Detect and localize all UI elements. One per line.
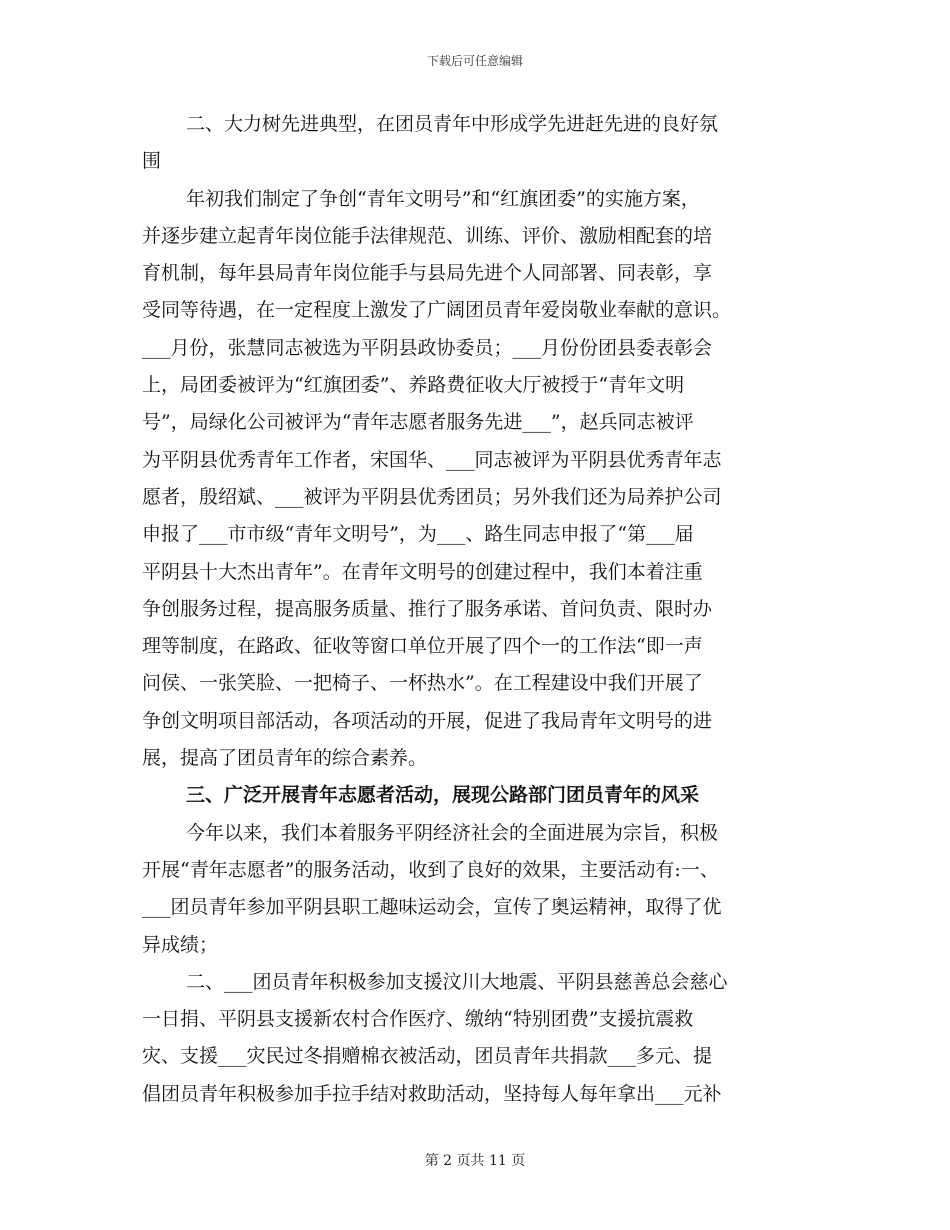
text-line: 育机制，每年县局青年岗位能手与县局先进个人同部署、同表彰，享 <box>142 262 713 285</box>
text-line: 围 <box>142 150 162 173</box>
text-line: 年初我们制定了争创“青年文明号”和“红旗团委”的实施方案， <box>186 187 700 210</box>
text-line: ___月份，张慧同志被选为平阴县政协委员；___月份份团县委表彰会 <box>142 336 713 359</box>
page-footer: 第 2 页共 11 页 <box>424 1153 526 1169</box>
text-line: 倡团员青年积极参加手拉手结对救助活动，坚持每人每年拿出___元补 <box>142 1082 722 1105</box>
section-heading-line: 三、广泛开展青年志愿者活动，展现公路部门团员青年的风采 <box>186 784 700 807</box>
text-line: ___团员青年参加平阴县职工趣味运动会，宣传了奥运精神，取得了优 <box>142 896 722 919</box>
text-line: 并逐步建立起青年岗位能手法律规范、训练、评价、激励相配套的培 <box>142 224 713 247</box>
text-line: 平阴县十大杰出青年”。在青年文明号的创建过程中，我们本着注重 <box>142 560 703 583</box>
text-line: 一日捐、平阴县支援新农村合作医疗、缴纳“特别团费”支援抗震救 <box>142 1008 694 1031</box>
text-line: 受同等待遇，在一定程度上激发了广阔团员青年爱岗敬业奉献的意识。 <box>142 299 732 322</box>
text-line: 申报了___市市级“青年文明号”，为___、路生同志申报了“第___届 <box>142 523 694 546</box>
text-line: 二、___团员青年积极参加支援汶川大地震、平阴县慈善总会慈心 <box>186 970 728 993</box>
text-line: 为平阴县优秀青年工作者，宋国华、___同志被评为平阴县优秀青年志 <box>142 448 722 471</box>
page-header: 下载后可任意编辑 <box>426 54 523 68</box>
text-line: 展，提高了团员青年的综合素养。 <box>142 747 428 770</box>
text-line: 开展“青年志愿者”的服务活动，收到了良好的效果，主要活动有:一、 <box>142 858 719 881</box>
text-line: 号”，局绿化公司被评为“青年志愿者服务先进___”，赵兵同志被评 <box>142 411 694 434</box>
text-line: 今年以来，我们本着服务平阴经济社会的全面进展为宗旨，积极 <box>186 821 719 844</box>
text-line: 灾、支援___灾民过冬捐赠棉衣被活动，团员青年共捐款___多元、提 <box>142 1045 713 1068</box>
text-line: 问侯、一张笑脸、一把椅子、一杯热水”。在工程建设中我们开展了 <box>142 672 703 695</box>
text-line: 愿者，殷绍斌、___被评为平阴县优秀团员；另外我们还为局养护公司 <box>142 485 722 508</box>
text-line: 争创服务过程，提高服务质量、推行了服务承诺、首问负责、限时办 <box>142 597 713 620</box>
text-line: 二、大力树先进典型，在团员青年中形成学先进赶先进的良好氛 <box>186 113 719 135</box>
document-body <box>142 106 812 1113</box>
text-line: 异成绩； <box>142 933 219 956</box>
text-line: 理等制度，在路政、征收等窗口单位开展了四个一的工作法“即一声 <box>142 635 703 658</box>
text-line: 争创文明项目部活动，各项活动的开展，促进了我局青年文明号的进 <box>142 709 713 732</box>
text-line: 上，局团委被评为“红旗团委”、养路费征收大厅被授于“青年文明 <box>142 374 685 397</box>
